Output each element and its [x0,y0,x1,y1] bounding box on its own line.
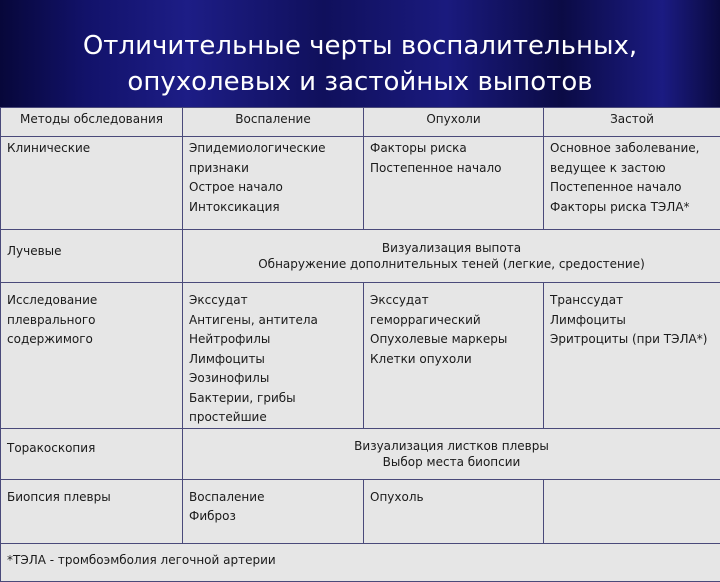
cell-pleural-tumor [364,283,544,429]
cell-line: геморрагический [370,311,537,331]
cell-line: Обнаружение дополнительных теней (легкие, средостение) [189,256,714,272]
cell-line: Острое начало [189,178,357,198]
cell-line: Нейтрофилы [189,330,357,350]
comparison-table [0,107,720,582]
cell-line: признаки [189,159,357,179]
row-label-radiological: Лучевые [1,230,183,283]
cell-line: Лимфоциты [189,350,357,370]
cell-line: Бактерии, грибы [189,389,357,409]
slide-title-line-1: Отличительные черты воспалительных, [40,28,680,64]
cell-line: Антигены, антитела [189,311,357,331]
table-row-clinical [1,137,720,230]
cell-pleural-inflammation [183,283,364,429]
cell-line: Опухоль [370,488,537,508]
cell-line: Лимфоциты [550,311,714,331]
cell-thoracoscopy-merged [183,428,720,479]
cell-line: содержимого [7,330,176,350]
slide-title [40,28,680,100]
cell-line: ведущее к застою [550,159,714,179]
footnote: *ТЭЛА - тромбоэмболия легочной артерии [1,543,720,581]
cell-line: Опухолевые маркеры [370,330,537,350]
slide-title-line-2: опухолевых и застойных выпотов [40,64,680,100]
cell-pleural-stasis [544,283,720,429]
cell-clinical-stasis [544,137,720,230]
cell-line: простейшие [189,408,357,428]
cell-line: плеврального [7,311,176,331]
cell-line: Фиброз [189,507,357,527]
cell-clinical-inflammation [183,137,364,230]
header-inflammation: Воспаление [183,108,364,137]
row-label-clinical: Клинические [1,137,183,230]
row-label-thoracoscopy: Торакоскопия [1,428,183,479]
cell-line: Исследование [7,291,176,311]
cell-line: Визуализация листков плевры [189,438,714,454]
cell-line: Эритроциты (при ТЭЛА*) [550,330,714,350]
cell-line: Визуализация выпота [189,240,714,256]
cell-biopsy-inflammation [183,479,364,543]
table-row-thoracoscopy [1,428,720,479]
cell-line: Постепенное начало [370,159,537,179]
cell-line: Клетки опухоли [370,350,537,370]
cell-line: Факторы риска ТЭЛА* [550,198,714,218]
header-tumors: Опухоли [364,108,544,137]
cell-line: Интоксикация [189,198,357,218]
cell-line: Факторы риска [370,139,537,159]
cell-line: Выбор места биопсии [189,454,714,470]
table-row-radiological [1,230,720,283]
cell-clinical-tumor [364,137,544,230]
table-row-biopsy [1,479,720,543]
cell-radiological-merged [183,230,720,283]
row-label-pleural [1,283,183,429]
cell-line: Экссудат [370,291,537,311]
header-stasis: Застой [544,108,720,137]
cell-line: Постепенное начало [550,178,714,198]
table-row-footnote [1,543,720,581]
cell-line: Эозинофилы [189,369,357,389]
cell-line: Основное заболевание, [550,139,714,159]
cell-line: Транссудат [550,291,714,311]
cell-line: Воспаление [189,488,357,508]
header-row [1,108,720,137]
cell-line: Эпидемиологические [189,139,357,159]
row-label-biopsy: Биопсия плевры [1,479,183,543]
cell-line: Экссудат [189,291,357,311]
cell-biopsy-tumor [364,479,544,543]
cell-biopsy-stasis [544,479,720,543]
header-methods: Методы обследования [1,108,183,137]
table-row-pleural [1,283,720,429]
